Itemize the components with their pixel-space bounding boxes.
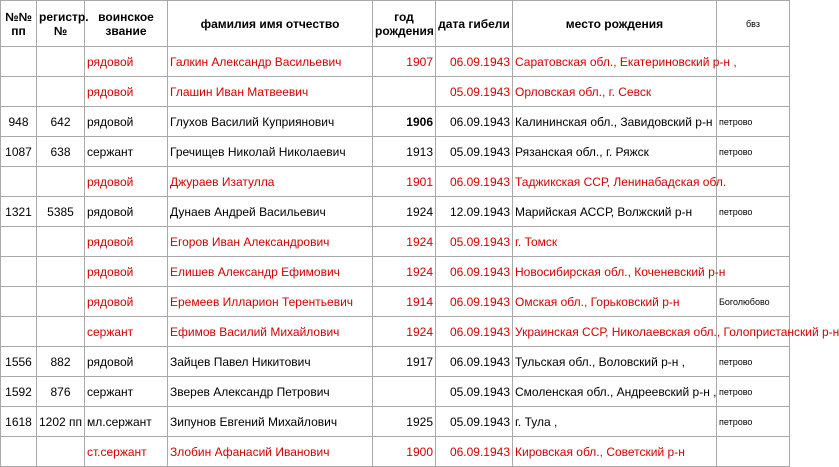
header-reg: регистр. № [37, 1, 85, 47]
cell-place: Рязанская обл., г. Ряжск [513, 137, 717, 167]
cell-rank: рядовой [85, 47, 168, 77]
header-row [1, 1, 790, 47]
cell-rank: мл.сержант [85, 407, 168, 437]
cell-name: Гречищев Николай Николаевич [168, 137, 373, 167]
cell-date: 06.09.1943 [436, 47, 513, 77]
cell-date: 05.09.1943 [436, 377, 513, 407]
cell-rank: сержант [85, 317, 168, 347]
cell-date: 06.09.1943 [436, 317, 513, 347]
cell-num: 1556 [1, 347, 37, 377]
cell-year: 1913 [373, 137, 436, 167]
cell-year: 1924 [373, 257, 436, 287]
cell-name: Джураев Изатулла [168, 167, 373, 197]
cell-place: Орловская обл., г. Севск [513, 77, 717, 107]
cell-place: Саратовская обл., Екатериновский р-н , [513, 47, 717, 77]
cell-year: 1901 [373, 167, 436, 197]
cell-name: Зайцев Павел Никитович [168, 347, 373, 377]
cell-bvz: Боголюбово [717, 287, 790, 317]
cell-rank: сержант [85, 377, 168, 407]
cell-name: Егоров Иван Александрович [168, 227, 373, 257]
cell-date: 06.09.1943 [436, 257, 513, 287]
cell-rank: рядовой [85, 77, 168, 107]
cell-name: Ефимов Василий Михайлович [168, 317, 373, 347]
cell-date: 05.09.1943 [436, 77, 513, 107]
cell-bvz [717, 437, 790, 467]
cell-bvz [717, 167, 790, 197]
cell-num [1, 167, 37, 197]
table-row [1, 137, 790, 167]
table-row [1, 197, 790, 227]
cell-num [1, 437, 37, 467]
cell-place: Омская обл., Горьковский р-н [513, 287, 717, 317]
cell-year: 1917 [373, 347, 436, 377]
cell-reg [37, 47, 85, 77]
cell-place: Марийская АССР, Волжский р-н [513, 197, 717, 227]
cell-year: 1925 [373, 407, 436, 437]
header-rank: воинское звание [85, 1, 168, 47]
cell-rank: рядовой [85, 287, 168, 317]
table-row [1, 317, 790, 347]
table-row [1, 77, 790, 107]
cell-reg [37, 257, 85, 287]
cell-rank: рядовой [85, 167, 168, 197]
cell-name: Еремеев Илларион Терентьевич [168, 287, 373, 317]
cell-place: Тульская обл., Воловский р-н , [513, 347, 717, 377]
cell-date: 12.09.1943 [436, 197, 513, 227]
cell-num: 1321 [1, 197, 37, 227]
cell-date: 05.09.1943 [436, 137, 513, 167]
table-row [1, 347, 790, 377]
cell-rank: рядовой [85, 347, 168, 377]
cell-rank: рядовой [85, 197, 168, 227]
cell-date: 06.09.1943 [436, 437, 513, 467]
header-bvz: бвз [717, 1, 790, 47]
cell-bvz: петрово [717, 107, 790, 137]
cell-place: Украинская ССР, Николаевская обл., Голопристанский р-н [513, 317, 717, 347]
cell-bvz: петрово [717, 197, 790, 227]
cell-num: 948 [1, 107, 37, 137]
table-row [1, 287, 790, 317]
cell-reg [37, 227, 85, 257]
cell-name: Елишев Александр Ефимович [168, 257, 373, 287]
cell-reg [37, 437, 85, 467]
cell-name: Дунаев Андрей Васильевич [168, 197, 373, 227]
cell-place: Кировская обл., Советский р-н [513, 437, 717, 467]
cell-place: г. Тула , [513, 407, 717, 437]
cell-bvz [717, 227, 790, 257]
table-row [1, 377, 790, 407]
cell-rank: сержант [85, 137, 168, 167]
cell-rank: рядовой [85, 257, 168, 287]
cell-reg: 5385 [37, 197, 85, 227]
table-row [1, 437, 790, 467]
cell-date: 06.09.1943 [436, 347, 513, 377]
table-body [1, 47, 839, 467]
cell-num [1, 77, 37, 107]
table-row [1, 167, 790, 197]
cell-num: 1087 [1, 137, 37, 167]
header-date: дата гибели [436, 1, 513, 47]
cell-year: 1924 [373, 317, 436, 347]
table-row [1, 47, 790, 77]
cell-year [373, 377, 436, 407]
table-row [1, 257, 790, 287]
cell-reg [37, 167, 85, 197]
cell-place: Смоленская обл., Андреевский р-н , [513, 377, 717, 407]
cell-place: Новосибирская обл., Коченевский р-н [513, 257, 717, 287]
cell-num [1, 257, 37, 287]
cell-num [1, 317, 37, 347]
cell-reg: 882 [37, 347, 85, 377]
cell-year: 1907 [373, 47, 436, 77]
header-name: фамилия имя отчество [168, 1, 373, 47]
cell-reg: 642 [37, 107, 85, 137]
cell-date: 06.09.1943 [436, 107, 513, 137]
cell-reg: 638 [37, 137, 85, 167]
cell-reg [37, 317, 85, 347]
cell-date: 06.09.1943 [436, 287, 513, 317]
cell-place: Калининская обл., Завидовский р-н [513, 107, 717, 137]
cell-bvz: петрово [717, 407, 790, 437]
cell-num [1, 227, 37, 257]
cell-bvz: петрово [717, 347, 790, 377]
table-row [1, 407, 790, 437]
cell-bvz: петрово [717, 377, 790, 407]
cell-year: 1906 [373, 107, 436, 137]
cell-reg: 1202 пп [37, 407, 85, 437]
cell-name: Зипунов Евгений Михайлович [168, 407, 373, 437]
cell-bvz: петрово [717, 137, 790, 167]
cell-reg: 876 [37, 377, 85, 407]
cell-rank: ст.сержант [85, 437, 168, 467]
cell-date: 06.09.1943 [436, 167, 513, 197]
cell-date: 05.09.1943 [436, 227, 513, 257]
cell-place: Таджикская ССР, Ленинабадская обл. [513, 167, 717, 197]
cell-num: 1618 [1, 407, 37, 437]
cell-bvz [717, 257, 790, 287]
cell-bvz [717, 77, 790, 107]
cell-year [373, 77, 436, 107]
table-row [1, 107, 790, 137]
cell-num [1, 287, 37, 317]
cell-year: 1900 [373, 437, 436, 467]
header-place: место рождения [513, 1, 717, 47]
cell-year: 1924 [373, 227, 436, 257]
cell-name: Глашин Иван Матвеевич [168, 77, 373, 107]
cell-name: Злобин Афанасий Иванович [168, 437, 373, 467]
table-row [1, 227, 790, 257]
cell-year: 1914 [373, 287, 436, 317]
header-year: год рождения [373, 1, 436, 47]
cell-num [1, 47, 37, 77]
cell-place: г. Томск [513, 227, 717, 257]
cell-date: 05.09.1943 [436, 407, 513, 437]
cell-rank: рядовой [85, 227, 168, 257]
cell-reg [37, 77, 85, 107]
cell-name: Зверев Александр Петрович [168, 377, 373, 407]
header-num: №№ пп [1, 1, 37, 47]
cell-rank: рядовой [85, 107, 168, 137]
cell-year: 1924 [373, 197, 436, 227]
cell-num: 1592 [1, 377, 37, 407]
cell-reg [37, 287, 85, 317]
cell-name: Галкин Александр Васильевич [168, 47, 373, 77]
cell-name: Глухов Василий Куприянович [168, 107, 373, 137]
